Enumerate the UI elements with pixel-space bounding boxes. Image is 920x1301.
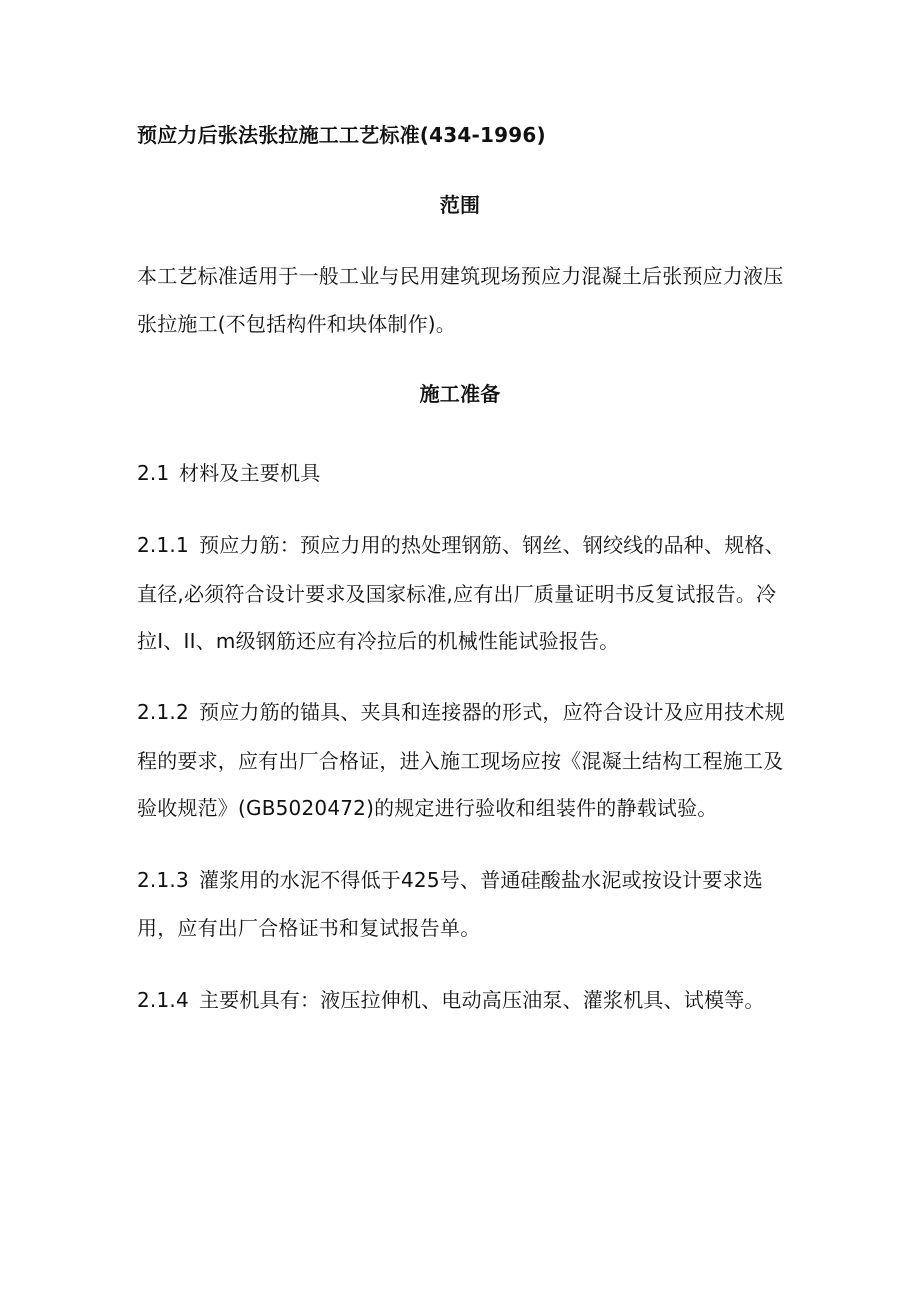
item-number: 2.1.4 [137, 988, 189, 1012]
item-2-1-1-line [137, 533, 785, 557]
item-text: 预应力筋：预应力用的热处理钢筋、钢丝、钢绞线的品种、规格、 [199, 533, 785, 557]
subsection-heading [137, 461, 320, 485]
subsection-title: 材料及主要机具 [179, 461, 321, 485]
item-2-1-2-line: 程的要求，应有出厂合格证，进入施工现场应按《混凝土结构工程施工及 [137, 749, 784, 773]
section-heading-preparation: 施工准备 [419, 382, 501, 406]
item-2-1-1-line: 拉I、II、m级钢筋还应有冷拉后的机械性能试验报告。 [137, 629, 620, 653]
item-2-1-4-line [137, 988, 765, 1012]
item-text: 灌浆用的水泥不得低于425号、普通硅酸盐水泥或按设计要求选 [199, 868, 763, 892]
item-2-1-2-line [137, 700, 785, 724]
item-2-1-3-line [137, 868, 763, 892]
item-2-1-3-line: 用，应有出厂合格证书和复试报告单。 [137, 916, 481, 940]
section-heading-scope: 范围 [439, 193, 481, 217]
subsection-number: 2.1 [137, 461, 170, 485]
item-text: 主要机具有：液压拉伸机、电动高压油泵、灌浆机具、试模等。 [199, 988, 765, 1012]
item-text: 预应力筋的锚具、夹具和连接器的形式，应符合设计及应用技术规 [199, 700, 785, 724]
item-number: 2.1.2 [137, 700, 189, 724]
document-title: 预应力后张法张拉施工工艺标准(434-1996) [137, 123, 546, 147]
scope-text-line: 张拉施工(不包括构件和块体制作)。 [137, 312, 457, 336]
item-2-1-2-line: 验收规范》(GB5020472)的规定进行验收和组装件的静载试验。 [137, 796, 718, 820]
item-2-1-1-line: 直径,必须符合设计要求及国家标准,应有出厂质量证明书反复试报告。冷 [137, 582, 777, 606]
item-number: 2.1.3 [137, 868, 189, 892]
item-number: 2.1.1 [137, 533, 189, 557]
scope-text-line: 本工艺标准适用于一般工业与民用建筑现场预应力混凝土后张预应力液压 [137, 264, 784, 288]
